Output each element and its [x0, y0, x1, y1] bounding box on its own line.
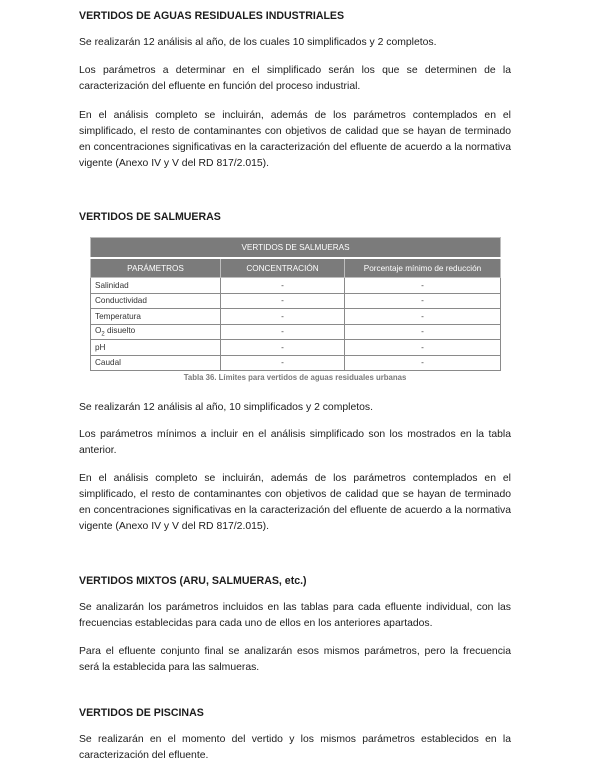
concentration-cell: -	[221, 309, 345, 325]
param-cell: Caudal	[91, 355, 221, 371]
reduction-cell: -	[345, 324, 501, 340]
salmueras-table	[90, 237, 501, 371]
param-subscript: 2	[101, 331, 105, 338]
section-title-industriales: VERTIDOS DE AGUAS RESIDUALES INDUSTRIALES	[79, 10, 345, 22]
param-main: O	[95, 325, 102, 335]
paragraph: Se realizarán en el momento del vertido y los mismos parámetros establecidos en la caracterización del efluente.	[79, 734, 511, 761]
param-rest: disuelto	[104, 325, 136, 335]
paragraph: En el análisis completo se incluirán, además de los parámetros contemplados en el simplificado, el resto de contaminantes con objetivos de calidad que se hayan de terminado en concentraciones significativas en la caracterización del efluente de acuerdo a la normativa vigente (Anexo IV y V del RD 817/2.015).	[79, 110, 511, 169]
paragraph: Los parámetros mínimos a incluir en el análisis simplificado son los mostrados en la tabla anterior.	[79, 429, 511, 456]
param-cell: pH	[91, 340, 221, 356]
paragraph: Los parámetros a determinar en el simplificado serán los que se determinen de la caracterización del efluente en función del proceso industrial.	[79, 65, 511, 92]
table-row	[91, 355, 501, 371]
column-header-reduccion: Porcentaje mínimo de reducción	[345, 258, 501, 278]
reduction-cell: -	[345, 293, 501, 309]
table-row	[91, 324, 501, 340]
concentration-cell: -	[221, 340, 345, 356]
paragraph: Se analizarán los parámetros incluidos en las tablas para cada efluente individual, con las frecuencias establecidas para cada uno de ellos en los anteriores apartados.	[79, 602, 511, 629]
table-row	[91, 340, 501, 356]
table-row	[91, 309, 501, 325]
concentration-cell: -	[221, 278, 345, 294]
param-cell: Conductividad	[91, 293, 221, 309]
section-title-mixtos: VERTIDOS MIXTOS (ARU, SALMUERAS, etc.)	[79, 575, 307, 587]
reduction-cell: -	[345, 355, 501, 371]
concentration-cell: -	[221, 355, 345, 371]
concentration-cell: -	[221, 324, 345, 340]
reduction-cell: -	[345, 309, 501, 325]
table-row	[91, 278, 501, 294]
reduction-cell: -	[345, 340, 501, 356]
salmueras-table-container	[90, 237, 500, 382]
paragraph: Para el efluente conjunto final se analizarán esos mismos parámetros, pero la frecuencia será la establecida para las salmueras.	[79, 646, 511, 673]
table-caption: Tabla 36. Límites para vertidos de aguas residuales urbanas	[183, 373, 407, 382]
table-row	[91, 293, 501, 309]
param-cell	[91, 324, 221, 340]
param-cell: Salinidad	[91, 278, 221, 294]
column-header-parametros: PARÁMETROS	[91, 258, 221, 278]
concentration-cell: -	[221, 293, 345, 309]
section-title-salmueras: VERTIDOS DE SALMUERAS	[79, 211, 221, 223]
paragraph: Se realizarán 12 análisis al año, 10 simplificados y 2 completos.	[79, 402, 373, 413]
reduction-cell: -	[345, 278, 501, 294]
paragraph: En el análisis completo se incluirán, además de los parámetros contemplados en el simplificado, el resto de contaminantes con objetivos de calidad que se hayan de terminado en concentraciones significativas en la caracterización del efluente de acuerdo a la normativa vigente (Anexo IV y V del RD 817/2.015).	[79, 473, 511, 532]
column-header-concentracion: CONCENTRACIÓN	[221, 258, 345, 278]
param-cell: Temperatura	[91, 309, 221, 325]
section-title-piscinas: VERTIDOS DE PISCINAS	[79, 707, 204, 719]
table-title: VERTIDOS DE SALMUERAS	[91, 238, 501, 259]
paragraph: Se realizarán 12 análisis al año, de los cuales 10 simplificados y 2 completos.	[79, 37, 437, 48]
